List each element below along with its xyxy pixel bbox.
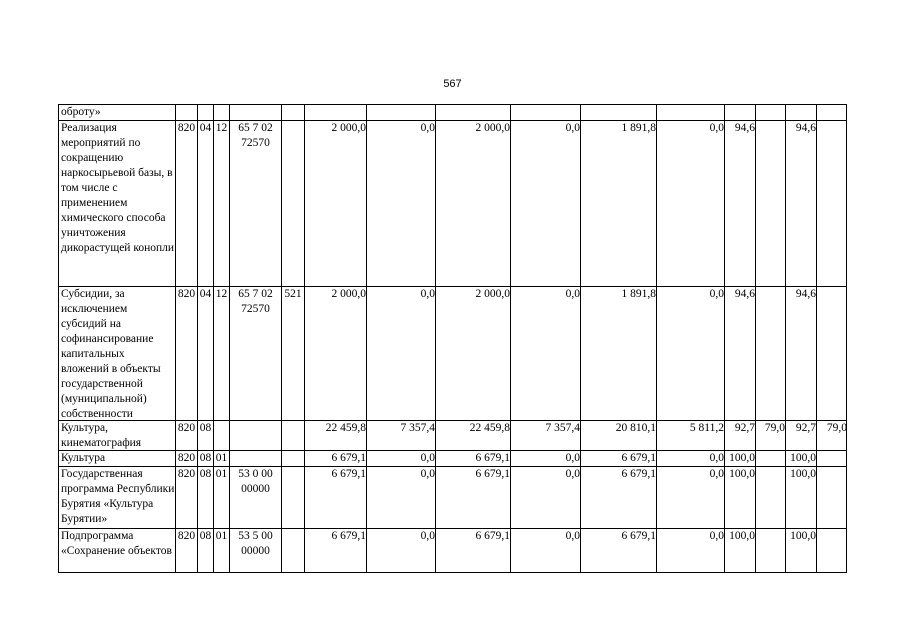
cell-p1 <box>724 104 755 120</box>
cell-p4 <box>816 286 847 420</box>
cell-p4 <box>816 466 847 528</box>
cell-csr <box>229 104 281 120</box>
cell-gr: 820 <box>175 466 197 528</box>
cell-v2: 0,0 <box>366 528 435 572</box>
row-divider <box>58 120 847 121</box>
cell-p2 <box>755 120 785 286</box>
cell-csr <box>229 420 281 450</box>
cell-v2 <box>366 104 435 120</box>
cell-v3: 22 459,8 <box>435 420 510 450</box>
cell-name: Реализация мероприятий по сокращению наркосырьевой базы, в том числе с применением химического способа уничтожения дикорастущей конопли <box>58 120 175 286</box>
cell-gr: 820 <box>175 420 197 450</box>
cell-v4: 0,0 <box>510 450 580 466</box>
cell-p1: 94,6 <box>724 286 755 420</box>
cell-v1: 22 459,8 <box>304 420 366 450</box>
cell-p2 <box>755 528 785 572</box>
table-row <box>0 466 905 528</box>
cell-v1: 2 000,0 <box>304 286 366 420</box>
row-divider <box>58 466 847 467</box>
cell-pr: 01 <box>213 450 229 466</box>
cell-p1: 94,6 <box>724 120 755 286</box>
cell-gr <box>175 104 197 120</box>
cell-v4: 0,0 <box>510 466 580 528</box>
cell-p1: 100,0 <box>724 528 755 572</box>
page-number: 567 <box>443 78 462 90</box>
cell-p3: 94,6 <box>785 286 816 420</box>
cell-name: Культура, кинематография <box>58 420 175 450</box>
cell-v5: 20 810,1 <box>580 420 656 450</box>
table-row <box>0 528 905 572</box>
cell-p2 <box>755 104 785 120</box>
cell-v1 <box>304 104 366 120</box>
cell-p4 <box>816 120 847 286</box>
cell-name: Субсидии, за исключением субсидий на софинансирование капитальных вложений в объекты государственной (муниципальной) собственности <box>58 286 175 420</box>
cell-rz <box>197 104 213 120</box>
cell-vr <box>281 420 304 450</box>
cell-name: Культура <box>58 450 175 466</box>
cell-v3: 6 679,1 <box>435 466 510 528</box>
cell-name: оброту» <box>58 104 175 120</box>
cell-gr: 820 <box>175 120 197 286</box>
cell-p2 <box>755 450 785 466</box>
cell-v5 <box>580 104 656 120</box>
cell-vr <box>281 104 304 120</box>
cell-pr: 12 <box>213 120 229 286</box>
cell-v6: 0,0 <box>656 528 724 572</box>
cell-p4: 79,0 <box>816 420 847 450</box>
cell-gr: 820 <box>175 286 197 420</box>
cell-v2: 0,0 <box>366 286 435 420</box>
cell-v1: 6 679,1 <box>304 450 366 466</box>
cell-v4 <box>510 104 580 120</box>
cell-v3: 2 000,0 <box>435 120 510 286</box>
table-row <box>0 450 905 466</box>
cell-v1: 6 679,1 <box>304 466 366 528</box>
cell-p1: 92,7 <box>724 420 755 450</box>
cell-v3 <box>435 104 510 120</box>
row-divider <box>58 528 847 529</box>
cell-v3: 2 000,0 <box>435 286 510 420</box>
cell-v4: 0,0 <box>510 528 580 572</box>
cell-p2 <box>755 286 785 420</box>
cell-name: Подпрограмма «Сохранение объектов <box>58 528 175 572</box>
cell-v6: 0,0 <box>656 286 724 420</box>
cell-vr <box>281 120 304 286</box>
cell-v6: 0,0 <box>656 120 724 286</box>
row-divider <box>58 104 847 105</box>
cell-v2: 0,0 <box>366 450 435 466</box>
table-row <box>0 286 905 420</box>
cell-csr <box>229 450 281 466</box>
cell-rz: 04 <box>197 286 213 420</box>
cell-pr: 12 <box>213 286 229 420</box>
cell-v3: 6 679,1 <box>435 450 510 466</box>
row-divider <box>58 572 847 573</box>
table-row <box>0 120 905 286</box>
cell-p3 <box>785 104 816 120</box>
cell-v2: 7 357,4 <box>366 420 435 450</box>
cell-csr: 53 5 00 00000 <box>229 528 281 572</box>
cell-p4 <box>816 450 847 466</box>
cell-pr <box>213 104 229 120</box>
cell-p1: 100,0 <box>724 450 755 466</box>
cell-v4: 7 357,4 <box>510 420 580 450</box>
row-divider <box>58 450 847 451</box>
cell-rz: 08 <box>197 420 213 450</box>
cell-p4 <box>816 104 847 120</box>
cell-gr: 820 <box>175 450 197 466</box>
cell-rz: 04 <box>197 120 213 286</box>
cell-rz: 08 <box>197 466 213 528</box>
cell-name: Государственная программа Республики Бурятия «Культура Бурятии» <box>58 466 175 528</box>
cell-p3: 100,0 <box>785 466 816 528</box>
cell-vr <box>281 466 304 528</box>
cell-csr: 53 0 00 00000 <box>229 466 281 528</box>
cell-v4: 0,0 <box>510 120 580 286</box>
cell-v3: 6 679,1 <box>435 528 510 572</box>
cell-p3: 100,0 <box>785 528 816 572</box>
cell-p2: 79,0 <box>755 420 785 450</box>
row-divider <box>58 420 847 421</box>
table-row <box>0 104 905 120</box>
cell-v6: 5 811,2 <box>656 420 724 450</box>
table-right-border <box>846 104 847 572</box>
cell-pr <box>213 420 229 450</box>
cell-p4 <box>816 528 847 572</box>
cell-p3: 100,0 <box>785 450 816 466</box>
cell-pr: 01 <box>213 466 229 528</box>
cell-rz: 08 <box>197 528 213 572</box>
cell-v6 <box>656 104 724 120</box>
cell-vr <box>281 450 304 466</box>
cell-v1: 6 679,1 <box>304 528 366 572</box>
cell-csr: 65 7 02 72570 <box>229 286 281 420</box>
table-row <box>0 420 905 450</box>
cell-v1: 2 000,0 <box>304 120 366 286</box>
cell-gr: 820 <box>175 528 197 572</box>
cell-v4: 0,0 <box>510 286 580 420</box>
cell-v5: 6 679,1 <box>580 466 656 528</box>
cell-p3: 94,6 <box>785 120 816 286</box>
cell-p1: 100,0 <box>724 466 755 528</box>
cell-v5: 1 891,8 <box>580 286 656 420</box>
cell-rz: 08 <box>197 450 213 466</box>
cell-pr: 01 <box>213 528 229 572</box>
cell-v5: 6 679,1 <box>580 528 656 572</box>
cell-v5: 1 891,8 <box>580 120 656 286</box>
cell-v2: 0,0 <box>366 466 435 528</box>
row-divider <box>58 286 847 287</box>
cell-csr: 65 7 02 72570 <box>229 120 281 286</box>
cell-p3: 92,7 <box>785 420 816 450</box>
cell-v2: 0,0 <box>366 120 435 286</box>
cell-p2 <box>755 466 785 528</box>
cell-v6: 0,0 <box>656 466 724 528</box>
cell-vr <box>281 528 304 572</box>
cell-v6: 0,0 <box>656 450 724 466</box>
cell-v5: 6 679,1 <box>580 450 656 466</box>
cell-vr: 521 <box>281 286 304 420</box>
